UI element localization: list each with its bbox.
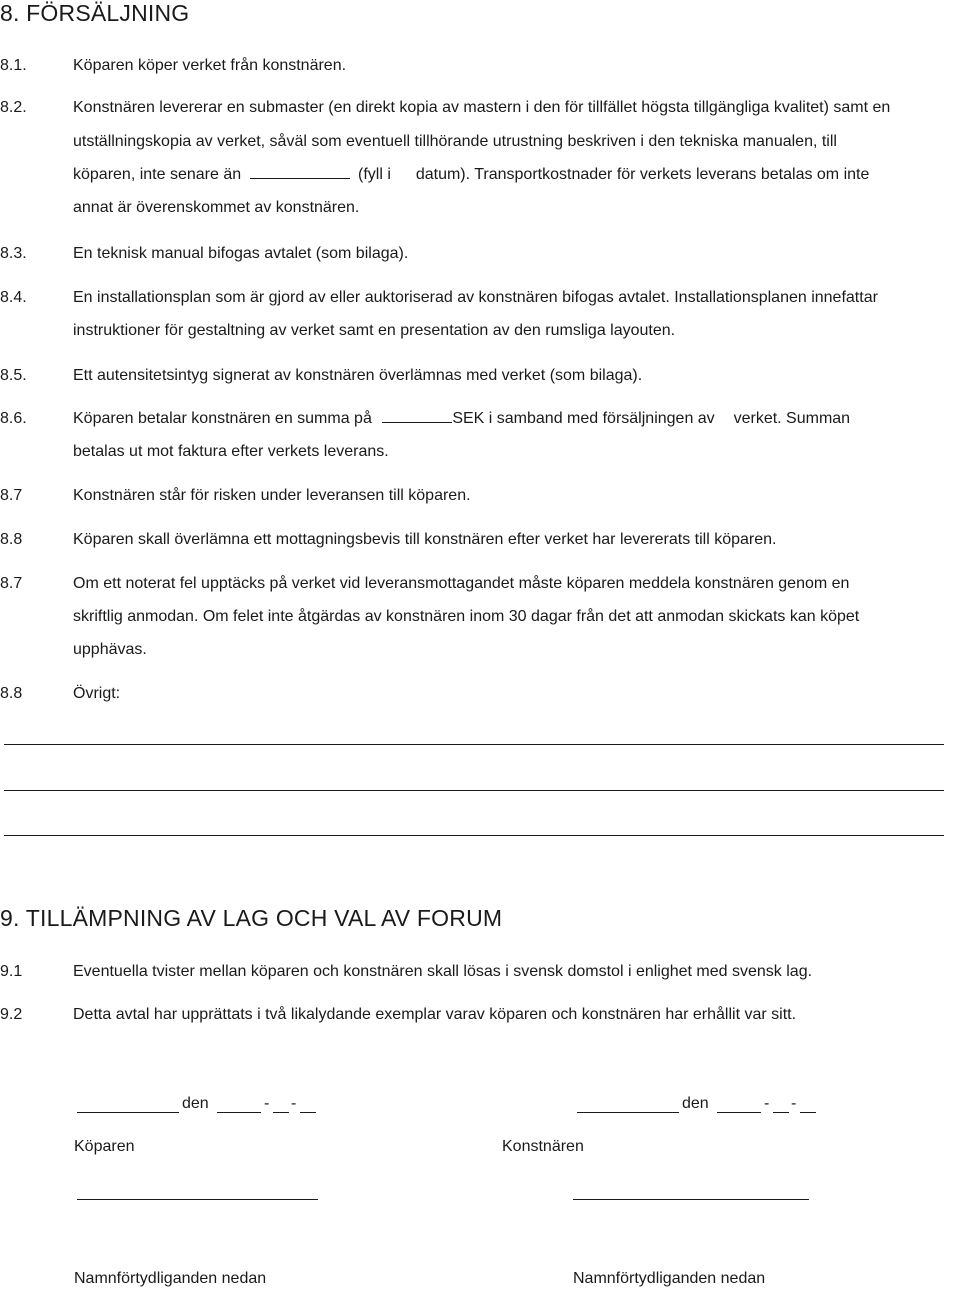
clause-text-line: Konstnären levererar en submaster (en direkt kopia av mastern i den för tillfället högsta tillgängliga kvalitet) samt en [73,99,891,116]
clause-text: Köparen skall överlämna ett mottagningsbevis till konstnären efter verket har levererats till köparen. [73,531,777,548]
delivery-date-line [73,158,955,191]
date-dash: - [764,1095,770,1112]
artist-place-blank[interactable] [577,1112,679,1113]
artist-name-clarification: Namnförtydliganden nedan [573,1270,766,1287]
clause-number: 8.5. [0,367,27,384]
clause-text-line: Om ett noterat fel upptäcks på verket vid leveransmottagandet måste köparen meddela konstnären genom en [73,575,850,592]
clause-text-line: annat är överenskommet av konstnären. [73,199,360,216]
clause-text: Ett autensitetsintyg signerat av konstnären överlämnas med verket (som bilaga). [73,367,643,384]
clause-text: (fyll i [358,166,391,183]
date-dash: - [791,1095,797,1112]
den-label: den [182,1095,209,1112]
sum-line [73,402,955,435]
clause-number: 8.6. [0,410,27,427]
clause-text-line: upphävas. [73,641,147,658]
artist-day-blank[interactable] [717,1112,761,1113]
clause-text-line: En installationsplan som är gjord av eller auktoriserad av konstnären bifogas avtalet. Installationsplanen innefattar [73,289,878,306]
clause-text: SEK i samband med försäljningen av [452,410,715,427]
section-9-heading: 9. TILLÄMPNING AV LAG OCH VAL AV FORUM [0,905,503,931]
clause-number: 8.4. [0,289,27,306]
clause-text: Eventuella tvister mellan köparen och konstnären skall lösas i svensk domstol i enlighet med svensk lag. [73,963,813,980]
delivery-date-blank[interactable] [250,161,350,179]
buyer-year-blank[interactable] [300,1112,316,1113]
clause-text: verket. Summan [733,410,851,427]
artist-month-blank[interactable] [773,1112,789,1113]
section-8-heading: 8. FÖRSÄLJNING [0,0,190,26]
clause-text-line: instruktioner för gestaltning av verket samt en presentation av den rumsliga layouten. [73,322,676,339]
clause-number: 8.3. [0,245,27,262]
date-dash: - [264,1095,270,1112]
clause-text-line: utställningskopia av verket, såväl som eventuell tillhörande utrustning beskriven i den tekniska manualen, till [73,133,837,150]
clause-number: 8.1. [0,57,27,74]
buyer-day-blank[interactable] [217,1112,261,1113]
artist-label: Konstnären [502,1138,584,1155]
buyer-signature-line[interactable] [77,1199,318,1200]
sum-blank[interactable] [382,405,452,423]
buyer-month-blank[interactable] [273,1112,289,1113]
other-notes-line-1[interactable] [4,744,944,745]
clause-text-line: betalas ut mot faktura efter verkets leverans. [73,443,389,460]
clause-text: En teknisk manual bifogas avtalet (som bilaga). [73,245,409,262]
clause-number: 8.2. [0,99,27,116]
clause-text: Övrigt: [73,685,121,702]
clause-number: 8.8 [0,531,23,548]
clause-number: 8.8 [0,685,23,702]
clause-text-line: skriftlig anmodan. Om felet inte åtgärdas av konstnären inom 30 dagar från det att anmodan skickats kan köpet [73,608,860,625]
artist-signature-line[interactable] [573,1199,809,1200]
buyer-label: Köparen [74,1138,135,1155]
clause-text: Konstnären står för risken under leveransen till köparen. [73,487,471,504]
clause-text: Köparen betalar konstnären en summa på [73,410,372,427]
other-notes-line-2[interactable] [4,790,944,791]
den-label: den [682,1095,709,1112]
clause-text: Detta avtal har upprättats i två likalydande exemplar varav köparen och konstnären har erhållit var sitt. [73,1006,797,1023]
other-notes-line-3[interactable] [4,835,944,836]
date-dash: - [291,1095,297,1112]
clause-number: 9.2 [0,1006,23,1023]
clause-text: köparen, inte senare än [73,166,242,183]
clause-number: 8.7 [0,487,23,504]
clause-number: 8.7 [0,575,23,592]
artist-year-blank[interactable] [800,1112,816,1113]
clause-number: 9.1 [0,963,23,980]
clause-text: Köparen köper verket från konstnären. [73,57,347,74]
clause-text: datum). Transportkostnader för verkets leverans betalas om inte [415,166,870,183]
buyer-name-clarification: Namnförtydliganden nedan [74,1270,267,1287]
buyer-place-blank[interactable] [77,1112,179,1113]
